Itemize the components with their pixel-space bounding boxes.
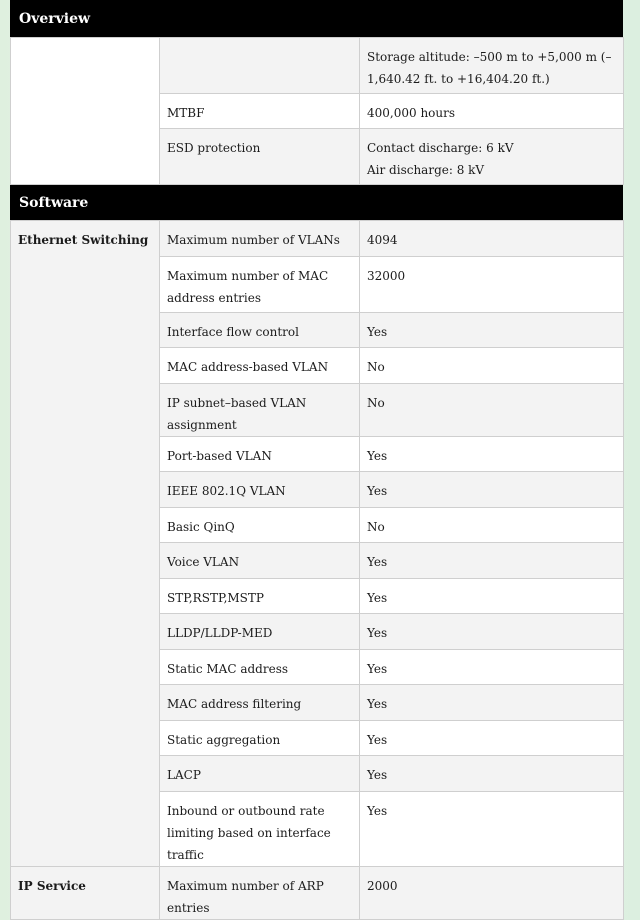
row-value: Yes [360, 472, 624, 508]
row-name: Maximum number of MAC address entries [160, 256, 360, 312]
section-header-software [10, 185, 623, 220]
table-row [11, 221, 624, 257]
row-name [160, 38, 360, 94]
row-value: Yes [360, 614, 624, 650]
row-name: LACP [160, 756, 360, 792]
row-value: 400,000 hours [360, 94, 624, 129]
row-name: Interface flow control [160, 312, 360, 348]
software-table [10, 220, 624, 920]
row-name: MAC address-based VLAN [160, 348, 360, 384]
row-value: Yes [360, 436, 624, 472]
category-cell: IP Service [11, 866, 160, 919]
row-value: Yes [360, 720, 624, 756]
row-name: Basic QinQ [160, 507, 360, 543]
row-name: ESD protection [160, 129, 360, 185]
row-name: IEEE 802.1Q VLAN [160, 472, 360, 508]
row-name: Port-based VLAN [160, 436, 360, 472]
row-name: MTBF [160, 94, 360, 129]
section-header-overview [10, 0, 623, 37]
row-name: Maximum number of ARP entries [160, 866, 360, 919]
row-name: Maximum number of VLANs [160, 221, 360, 257]
section-title: Overview [19, 10, 91, 27]
table-row [11, 38, 624, 94]
row-value: Yes [360, 543, 624, 579]
row-name: Inbound or outbound rate limiting based on interface traffic [160, 791, 360, 866]
row-value: Yes [360, 791, 624, 866]
row-value: Yes [360, 756, 624, 792]
row-value [360, 129, 624, 185]
row-name: Voice VLAN [160, 543, 360, 579]
spec-sheet [10, 0, 623, 920]
row-name: IP subnet–based VLAN assignment [160, 383, 360, 436]
row-value: No [360, 507, 624, 543]
value-line: Contact discharge: 6 kV [367, 141, 514, 155]
row-value: 4094 [360, 221, 624, 257]
row-name: LLDP/LLDP-MED [160, 614, 360, 650]
row-value: 32000 [360, 256, 624, 312]
row-value: No [360, 383, 624, 436]
row-value: No [360, 348, 624, 384]
overview-table [10, 37, 624, 185]
row-name: MAC address filtering [160, 685, 360, 721]
row-value: Storage altitude: –500 m to +5,000 m (–1,640.42 ft. to +16,404.20 ft.) [360, 38, 624, 94]
section-title: Software [19, 194, 89, 211]
row-value: Yes [360, 685, 624, 721]
category-cell [11, 38, 160, 185]
row-value: Yes [360, 578, 624, 614]
row-value: 2000 [360, 866, 624, 919]
row-name: Static aggregation [160, 720, 360, 756]
row-name: STP,RSTP,MSTP [160, 578, 360, 614]
row-value: Yes [360, 649, 624, 685]
category-cell: Ethernet Switching [11, 221, 160, 867]
row-value: Yes [360, 312, 624, 348]
value-line: Air discharge: 8 kV [367, 163, 485, 177]
table-row [11, 866, 624, 919]
row-name: Static MAC address [160, 649, 360, 685]
